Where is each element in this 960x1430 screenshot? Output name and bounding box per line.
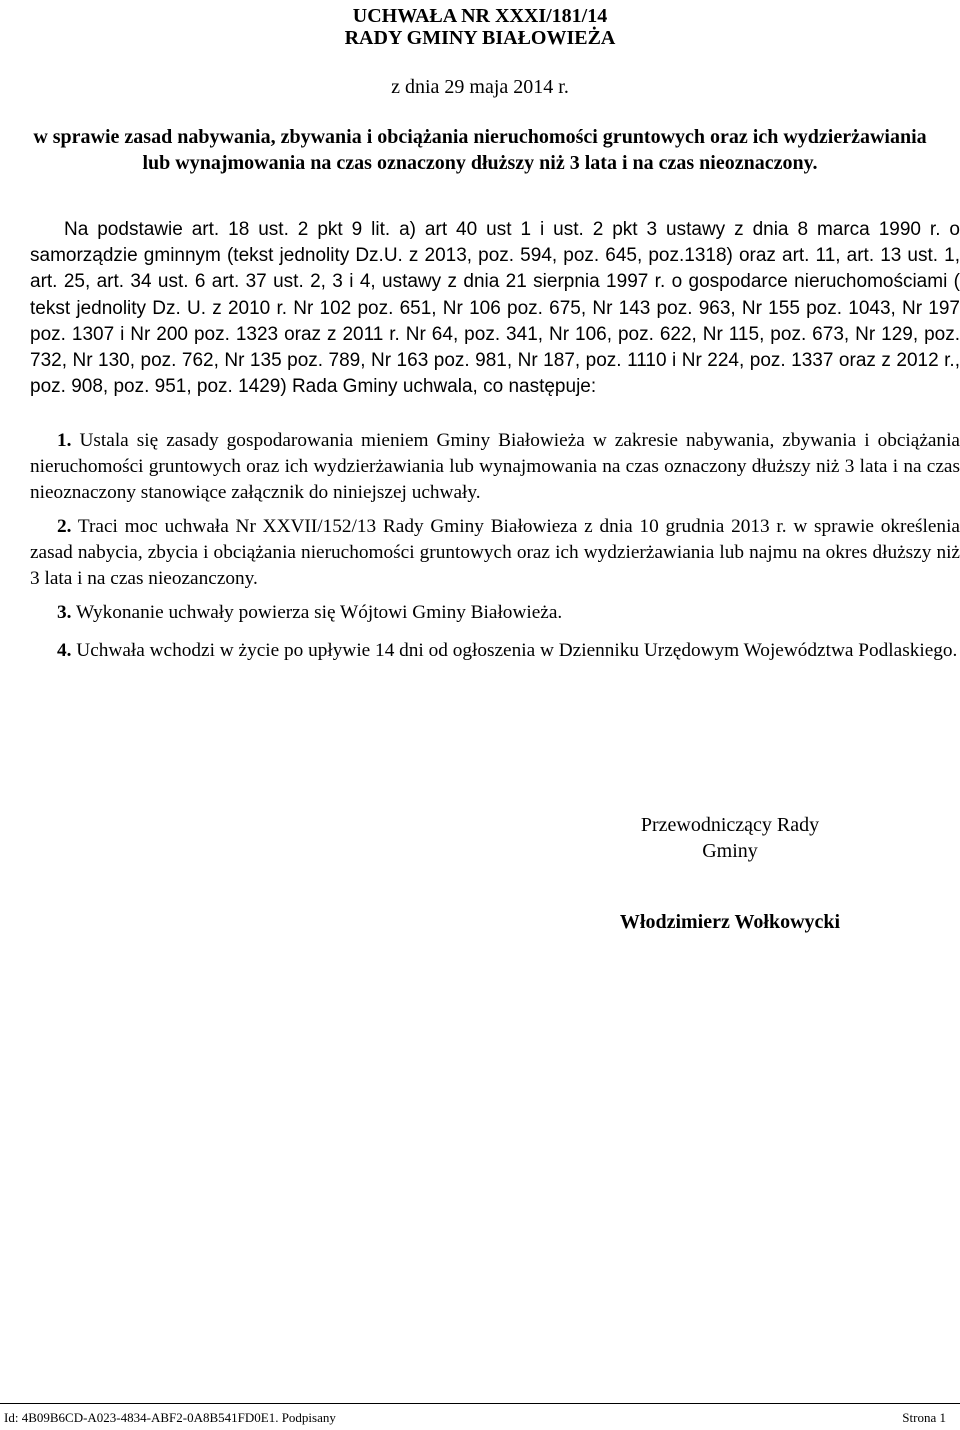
paragraph-4 <box>30 638 960 664</box>
signatory-role-line1: Przewodniczący Rady <box>640 814 820 836</box>
preamble-text: Na podstawie art. 18 ust. 2 pkt 9 lit. a) art 40 ust 1 i ust. 2 pkt 3 ustawy z dnia 8 marca 1990 r. o samorządzie gminnym (tekst jednolity Dz.U. z 2013, poz. 594, poz. 645, poz.1318) oraz art. 11, art. 13 ust. 1, art. 25, art. 34 ust. 6 art. 37 ust. 2, 3 i 4, ustawy z dnia 21 sierpnia 1997 r. o gospodarce nieruchomościami ( tekst jednolity Dz. U. z 2010 r. Nr 102 poz. 651, Nr 106 poz. 675, Nr 143 poz. 963, Nr 155 poz. 1043, Nr 197 poz. 1307 i Nr 200 poz. 1323 oraz z 2011 r. Nr 64, poz. 341, Nr 106, poz. 622, Nr 115, poz. 673, Nr 129, poz. 732, Nr 130, poz. 762, Nr 135 poz. 789, Nr 163 poz. 981, Nr 187, poz. 1110 i Nr 224, poz. 1337 oraz z 2012 r., poz. 908, poz. 951, poz. 1429) Rada Gminy uchwala, co następuje: <box>30 219 960 398</box>
page-number: Strona 1 <box>902 1410 946 1425</box>
document-id: Id: 4B09B6CD-A023-4834-ABF2-0A8B541FD0E1. Podpisany <box>4 1410 336 1425</box>
preamble <box>30 217 960 400</box>
paragraph-1-text: Ustala się zasady gospodarowania mieniem Gminy Białowieża w zakresie nabywania, zbywania i obciążania nieruchomości gruntowych oraz ich wydzierżawiania lub wynajmowania na czas oznaczony dłuższy niż 3 lata i na czas nieoznaczony stanowiące załącznik do niniejszej uchwały. <box>30 430 960 504</box>
resolution-title: UCHWAŁA NR XXXI/181/14 <box>352 5 608 27</box>
paragraph-3-number: 3. <box>57 602 72 623</box>
signatory-role-line2: Gminy <box>702 840 758 862</box>
paragraph-3-text: Wykonanie uchwały powierza się Wójtowi Gminy Białowieża. <box>75 602 563 623</box>
paragraph-3 <box>30 600 960 626</box>
signatory-name: Włodzimierz Wołkowycki <box>619 911 841 933</box>
paragraph-1-number: 1. <box>57 430 72 451</box>
council-name: RADY GMINY BIAŁOWIEŻA <box>344 27 616 49</box>
paragraph-2 <box>30 514 960 593</box>
resolution-date: z dnia 29 maja 2014 r. <box>391 76 569 98</box>
paragraph-4-text: Uchwała wchodzi w życie po upływie 14 dni od ogłoszenia w Dzienniku Urzędowym Województwa Podlaskiego. <box>76 640 958 661</box>
resolution-subject: w sprawie zasad nabywania, zbywania i obciążania nieruchomości gruntowych oraz ich wydzierżawiania lub wynajmowania na czas oznaczony dłuższy niż 3 lata i na czas nieoznaczony. <box>33 126 927 174</box>
paragraph-2-number: 2. <box>57 516 72 537</box>
page-footer <box>0 1403 960 1429</box>
paragraph-4-number: 4. <box>57 640 72 661</box>
paragraph-1 <box>30 428 960 507</box>
paragraph-2-text: Traci moc uchwała Nr XXVII/152/13 Rady Gminy Białowieza z dnia 10 grudnia 2013 r. w sprawie określenia zasad nabycia, zbycia i obciążania nieruchomości gruntowych oraz ich wydzierżawiania lub najmu na okres dłuższy niż 3 lata i na czas nieozanczony. <box>30 516 960 590</box>
